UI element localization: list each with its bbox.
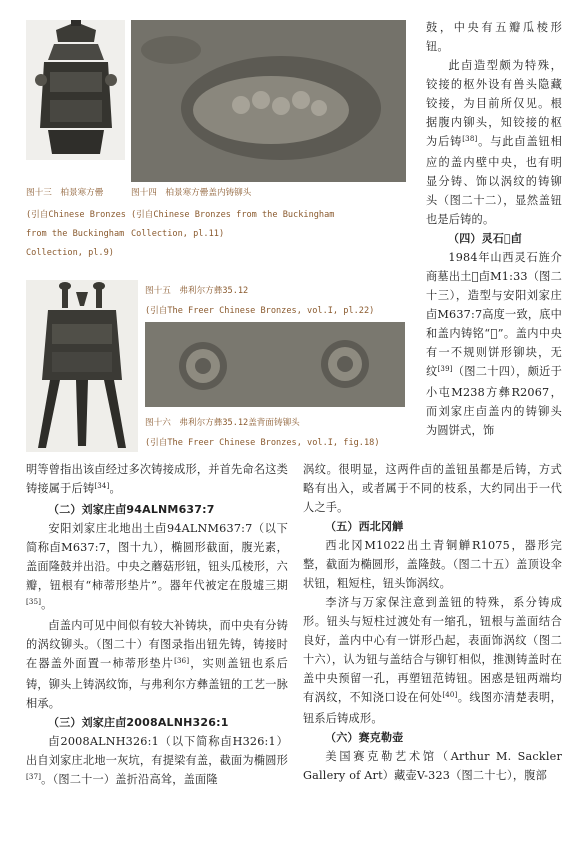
footnote-ref-38: [38] xyxy=(462,135,478,143)
figure-13-source-line2: from the Buckingham xyxy=(26,229,125,239)
footnote-ref-40: [40] xyxy=(442,691,458,699)
section-6-paragraph-1: 美国赛克勒艺术馆（Arthur M. Sackler Gallery of Art）藏壶V-323（图二十七），腹部 xyxy=(303,750,562,782)
paragraph-continued: 鼓，中央有五瓣瓜棱形钮。 xyxy=(426,21,562,53)
figure-13-source-line3: Collection, pl.9) xyxy=(26,248,114,258)
section-5-paragraph-1: 西北冈M1022出土青铜觯R1075，器形完整，截面为椭圆形，盖隆鼓。（图二十五）盖顶设伞状钮，粗短柱，钮头饰涡纹。 xyxy=(303,539,562,590)
section-heading-4: （四）灵石𡧊卣 xyxy=(448,232,523,245)
right-column-bottom xyxy=(303,460,562,785)
paragraph-hinge-text-2: 。与此卣盖钮相应的盖内壁中央，也有明显分铸、饰以涡纹的铸铆头（图二十二），显然盖钮也是后铸的。 xyxy=(426,135,562,226)
right-paragraph-continued: 涡纹。很明显，这两件卣的盖钮虽都是后铸，方式略有出入，或者属于不同的枝系，大约同出于一代人之手。 xyxy=(303,463,562,514)
sec3-p1-text: 卣2008ALNH326:1（以下简称卣H326:1）出自刘家庄北地一灰坑，有提梁有盖，截面为椭圆形 xyxy=(26,735,288,767)
sec5-p2-text: 李济与万家保注意到盖钮的特殊，系分铸成形。钮头与短柱过渡处有一缩孔，钮根与盖面结合良好，盖内中心有一饼形凸起，表面饰涡纹（图二十六），认为钮与盖结合与铆钉相似，推测铸盖时在盖中央预留一孔，再塑钮范铸钮。困惑是钮两端均有涡纹，不知浇口设在何处 xyxy=(303,596,562,704)
section-4-text-2: （图二十四），颇近于小屯M238方彝R2067，而刘家庄卣盖内的铸铆头为圆饼式，饰 xyxy=(426,365,562,437)
section-2-paragraph-2 xyxy=(26,616,288,713)
paragraph-hinge xyxy=(426,56,562,229)
figure-15-source: (引自The Freer Chinese Bronzes, vol.I, pl.22) xyxy=(145,306,375,316)
footnote-ref-34: [34] xyxy=(94,482,110,490)
section-5-paragraph-2 xyxy=(303,593,562,728)
footnote-ref-37: [37] xyxy=(26,773,42,781)
figure-15-caption: 图十五 弗利尔方彝35.12 xyxy=(145,286,249,296)
figure-14-source-line2: Collection, pl.11) xyxy=(131,229,225,239)
figure-13-photo xyxy=(26,20,125,160)
section-heading-6: （六）赛克勒壶 xyxy=(325,731,404,744)
right-column-top xyxy=(426,18,562,440)
section-2-paragraph-1 xyxy=(26,519,288,616)
figure-15-photo xyxy=(26,280,138,452)
sec2-p2-end: ，实则盖钮也系后铸，铆头上铸涡纹饰，与弗利尔方彝盖钮的工艺一脉相承。 xyxy=(26,657,288,710)
figure-16-source: (引自The Freer Chinese Bronzes, vol.I, fig.18) xyxy=(145,438,380,448)
sec3-p1-end: 。（图二十一）盖折沿高耸，盖面隆 xyxy=(41,773,218,786)
section-heading-5: （五）西北冈觯 xyxy=(325,520,404,533)
section-3-paragraph-1 xyxy=(26,732,288,791)
left-p0-text: 明等曾指出该卣经过多次铸接成形，并首先命名这类铸接属于后铸 xyxy=(26,463,288,495)
left-column xyxy=(26,460,288,791)
figure-14-photo xyxy=(131,20,406,182)
section-heading-3: （三）刘家庄卣2008ALNH326:1 xyxy=(48,716,229,729)
section-4-paragraph xyxy=(426,248,562,440)
figure-13-source-line1: (引自Chinese Bronzes xyxy=(26,210,126,220)
left-p0-end: 。 xyxy=(109,482,121,495)
sec5-p2-end: 。线图亦清楚表明，钮系后铸成形。 xyxy=(303,691,562,725)
sec2-p2-text: 卣盖内可见中间似有较大补铸块，而中央有分铸的涡纹铆头。（图二十）有图录指出钮先铸，铸接时在器盖外面置一柿蒂形垫片 xyxy=(26,619,288,670)
sec2-p1-text: 安阳刘家庄北地出土卣94ALNM637:7（以下简称卣M637:7，图十九），椭圆形截面，腹光素，盖面隆鼓并出沿。中央之蘑菇形钮，钮头瓜棱形，六瓣，钮根有“柿蒂形垫片”。器年代被定在殷墟三期 xyxy=(26,522,288,592)
figure-14-caption: 图十四 柏景寒方罍盖内铸铆头 xyxy=(131,188,252,198)
section-heading-2: （二）刘家庄卣94ALNM637:7 xyxy=(48,503,215,516)
figure-13-caption: 图十三 柏景寒方罍 xyxy=(26,188,104,198)
paragraph-hinge-text: 此卣造型颇为特殊，铰接的枢外设有兽头隐藏铰接，为目前所仅见。根据腹内铆头，知铰接的枢为后铸 xyxy=(426,59,562,148)
figure-16-photo xyxy=(145,322,405,407)
footnote-ref-39: [39] xyxy=(437,365,453,373)
left-paragraph-continued xyxy=(26,460,288,500)
footnote-ref-36: [36] xyxy=(174,657,190,665)
figure-16-caption: 图十六 弗利尔方彝35.12盖背面铸铆头 xyxy=(145,418,300,428)
footnote-ref-35: [35] xyxy=(26,598,42,606)
sec2-p1-end: 。 xyxy=(41,598,53,611)
section-4-text: 1984年山西灵石旌介商墓出土𡧊卣M1:33（图二十三），造型与安阳刘家庄卣M637:7高度一致，底中和盖内铸铭“𡧊”。盖内中央有一不规则饼形铆块，无纹 xyxy=(426,251,562,378)
figure-14-source-line1: (引自Chinese Bronzes from the Buckingham xyxy=(131,210,335,220)
